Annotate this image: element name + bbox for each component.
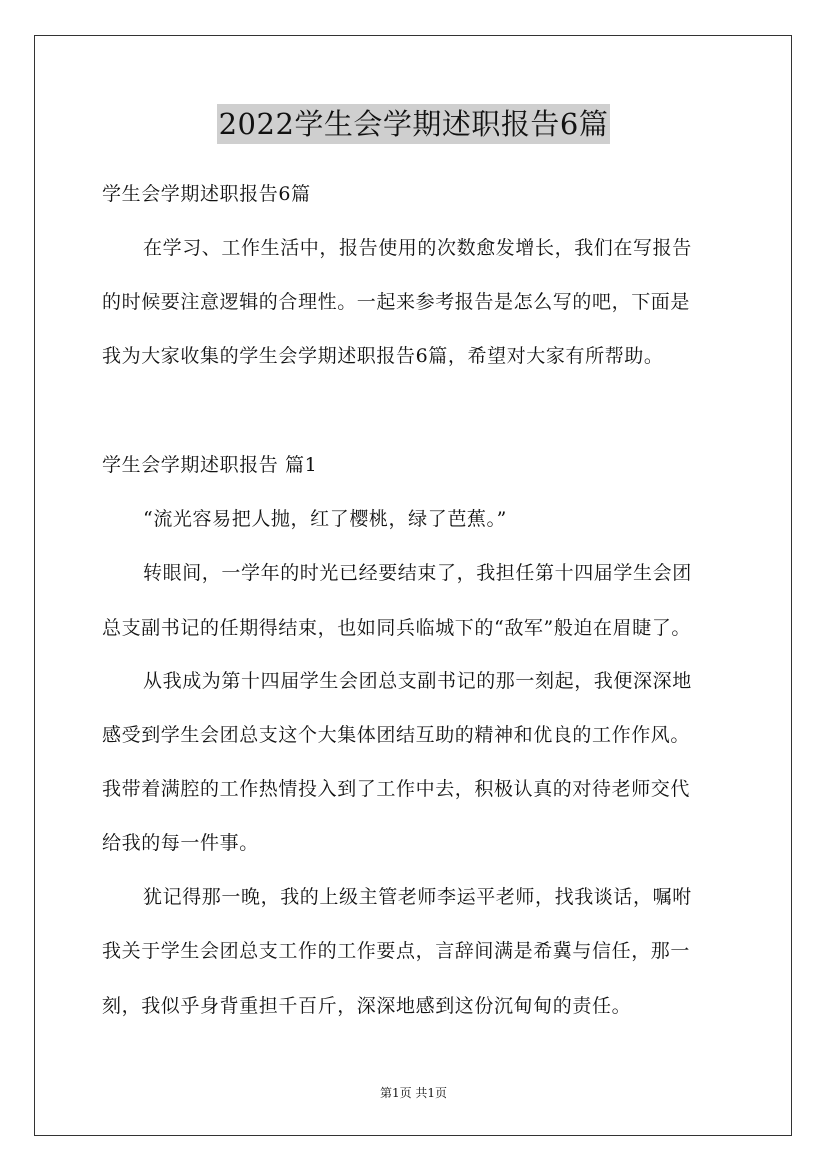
document-title: 2022学生会学期述职报告6篇 bbox=[217, 104, 611, 144]
paragraph-line: 感受到学生会团总支这个大集体团结互助的精神和优良的工作作风。 bbox=[102, 724, 691, 746]
paragraph-line: 总支副书记的任期得结束，也如同兵临城下的“敌军”般迫在眉睫了。 bbox=[102, 617, 692, 639]
paragraph-line: 的时候要注意逻辑的合理性。一起来参考报告是怎么写的吧，下面是 bbox=[102, 291, 691, 313]
paragraph-line: 我带着满腔的工作热情投入到了工作中去，积极认真的对待老师交代 bbox=[102, 778, 691, 800]
subtitle-line: 学生会学期述职报告6篇 bbox=[102, 183, 311, 205]
quote-line: “流光容易把人抛，红了樱桃，绿了芭蕉。” bbox=[143, 508, 507, 530]
section-heading: 学生会学期述职报告 篇1 bbox=[102, 454, 318, 476]
paragraph-line: 转眼间，一学年的时光已经要结束了，我担任第十四届学生会团 bbox=[143, 562, 692, 584]
paragraph-line: 从我成为第十四届学生会团总支副书记的那一刻起，我便深深地 bbox=[143, 670, 692, 692]
title-container bbox=[0, 104, 827, 144]
paragraph-line: 我关于学生会团总支工作的工作要点，言辞间满是希冀与信任，那一 bbox=[102, 940, 691, 962]
paragraph-line: 刻，我似乎身背重担千百斤，深深地感到这份沉甸甸的责任。 bbox=[102, 995, 632, 1017]
paragraph-line: 我为大家收集的学生会学期述职报告6篇，希望对大家有所帮助。 bbox=[102, 345, 664, 367]
paragraph-line: 在学习、工作生活中，报告使用的次数愈发增长，我们在写报告 bbox=[143, 237, 692, 259]
paragraph-line: 犹记得那一晚，我的上级主管老师李运平老师，找我谈话，嘱咐 bbox=[143, 886, 692, 908]
paragraph-line: 给我的每一件事。 bbox=[102, 832, 259, 854]
page-footer: 第1页 共1页 bbox=[379, 1086, 448, 1100]
